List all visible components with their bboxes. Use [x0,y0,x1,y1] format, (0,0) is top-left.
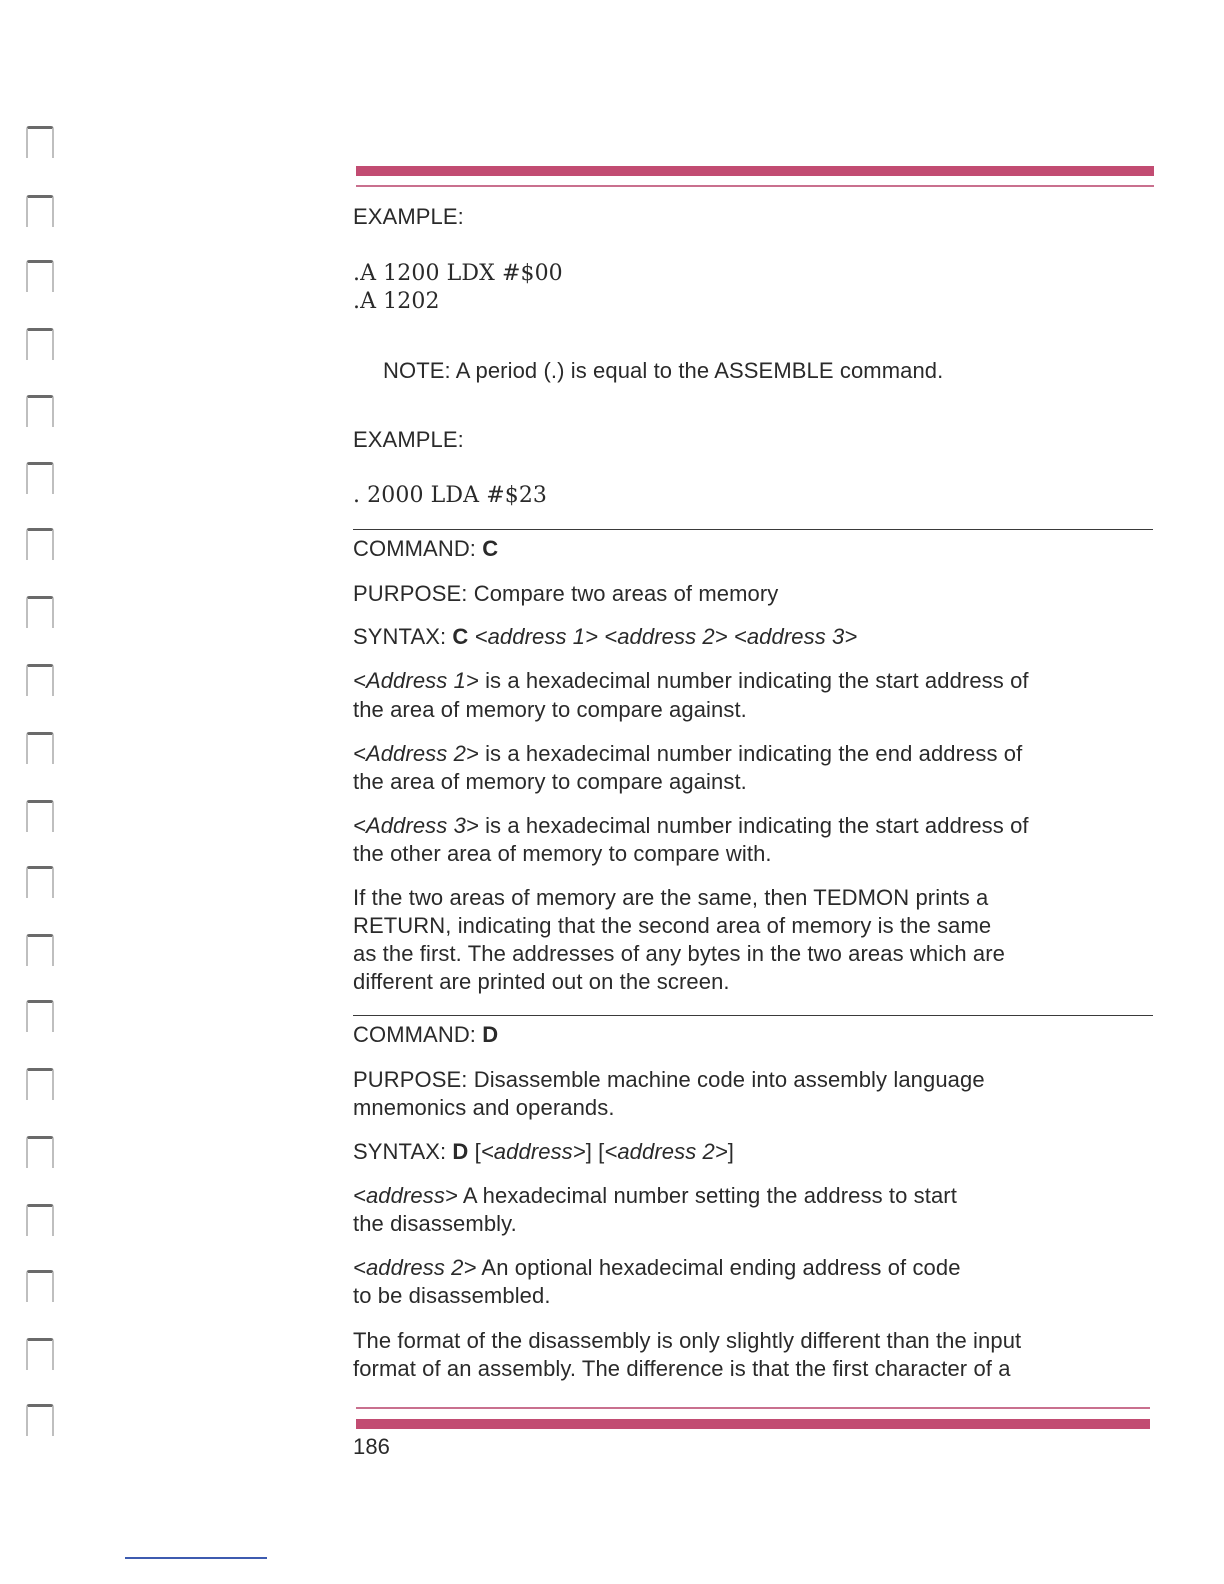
code-line: .A 1202 [353,289,440,314]
syntax-bracket: [ [468,1139,481,1164]
binding-ring [26,126,54,158]
syntax-command: D [452,1139,469,1164]
code-line: .A 1200 LDX #$00 [353,261,563,286]
param-term: <Address 1> [353,668,479,693]
param-description [353,740,1022,768]
example-label: EXAMPLE: [353,204,464,229]
bottom-edge-line [125,1557,267,1559]
param-term: <Address 3> [353,813,479,838]
syntax-command: C [452,624,469,649]
param-description [353,1254,961,1282]
description-line: RETURN, indicating that the second area of memory is the same [353,913,992,938]
syntax-prefix: SYNTAX: [353,1139,453,1164]
command-letter: D [482,1022,499,1047]
binding-ring [26,1270,54,1302]
param-text: to be disassembled. [353,1283,551,1308]
param-text: the area of memory to compare against. [353,697,747,722]
binding-ring [26,1338,54,1370]
code-line: . 2000 LDA #$23 [353,483,548,508]
example-label: EXAMPLE: [353,427,464,452]
page-number: 186 [353,1434,391,1459]
binding-ring [26,934,54,966]
binding-ring [26,1404,54,1436]
purpose-text: PURPOSE: Compare two areas of memory [353,581,779,606]
header-thin-rule [356,185,1154,187]
binding-ring [26,528,54,560]
command-heading-d [353,1021,498,1049]
param-term: <address> [353,1183,458,1208]
binding-ring [26,1068,54,1100]
syntax-arg: <address 2> [604,1139,728,1164]
description-line: If the two areas of memory are the same, then TEDMON prints a [353,885,989,910]
section-divider [353,529,1153,530]
purpose-text: mnemonics and operands. [353,1095,615,1120]
binding-ring [26,732,54,764]
param-text: the other area of memory to compare with. [353,841,772,866]
binding-ring [26,1136,54,1168]
binding-ring [26,664,54,696]
purpose-text: PURPOSE: Disassemble machine code into assembly language [353,1067,985,1092]
param-term: <Address 2> [353,741,479,766]
binding-ring [26,195,54,227]
section-divider [353,1015,1153,1016]
param-text: the area of memory to compare against. [353,769,747,794]
param-text: A hexadecimal number setting the address to start [457,1183,957,1208]
syntax-line [353,623,857,651]
param-text: is a hexadecimal number indicating the start address of [478,813,1029,838]
command-prefix: COMMAND: [353,1022,483,1047]
binding-ring [26,1204,54,1236]
binding-ring [26,1000,54,1032]
footer-thin-rule [356,1407,1150,1409]
binding-ring [26,395,54,427]
param-description [353,1182,957,1210]
binding-ring [26,462,54,494]
description-line: format of an assembly. The difference is that the first character of a [353,1356,1011,1381]
note-text: NOTE: A period (.) is equal to the ASSEMBLE command. [383,358,944,383]
command-prefix: COMMAND: [353,536,483,561]
binding-ring [26,596,54,628]
footer-accent-bar [356,1419,1150,1429]
binding-ring [26,328,54,360]
param-text: the disassembly. [353,1211,517,1236]
binding-ring [26,866,54,898]
syntax-prefix: SYNTAX: [353,624,453,649]
description-line: different are printed out on the screen. [353,969,730,994]
spiral-binding [22,0,62,1584]
param-text: is a hexadecimal number indicating the end address of [478,741,1023,766]
binding-ring [26,800,54,832]
description-line: The format of the disassembly is only slightly different than the input [353,1328,1022,1353]
command-letter: C [482,536,499,561]
param-description [353,667,1029,695]
description-line: as the first. The addresses of any bytes in the two areas which are [353,941,1005,966]
header-accent-bar [356,166,1154,176]
command-heading-c [353,535,498,563]
binding-ring [26,260,54,292]
syntax-line [353,1138,734,1166]
param-text: is a hexadecimal number indicating the start address of [478,668,1029,693]
param-description [353,812,1029,840]
syntax-bracket: ] [727,1139,735,1164]
param-term: <address 2> [353,1255,477,1280]
syntax-arg: <address> [480,1139,586,1164]
syntax-args: <address 1> <address 2> <address 3> [468,624,858,649]
syntax-bracket: ] [ [585,1139,605,1164]
param-text: An optional hexadecimal ending address of code [476,1255,961,1280]
